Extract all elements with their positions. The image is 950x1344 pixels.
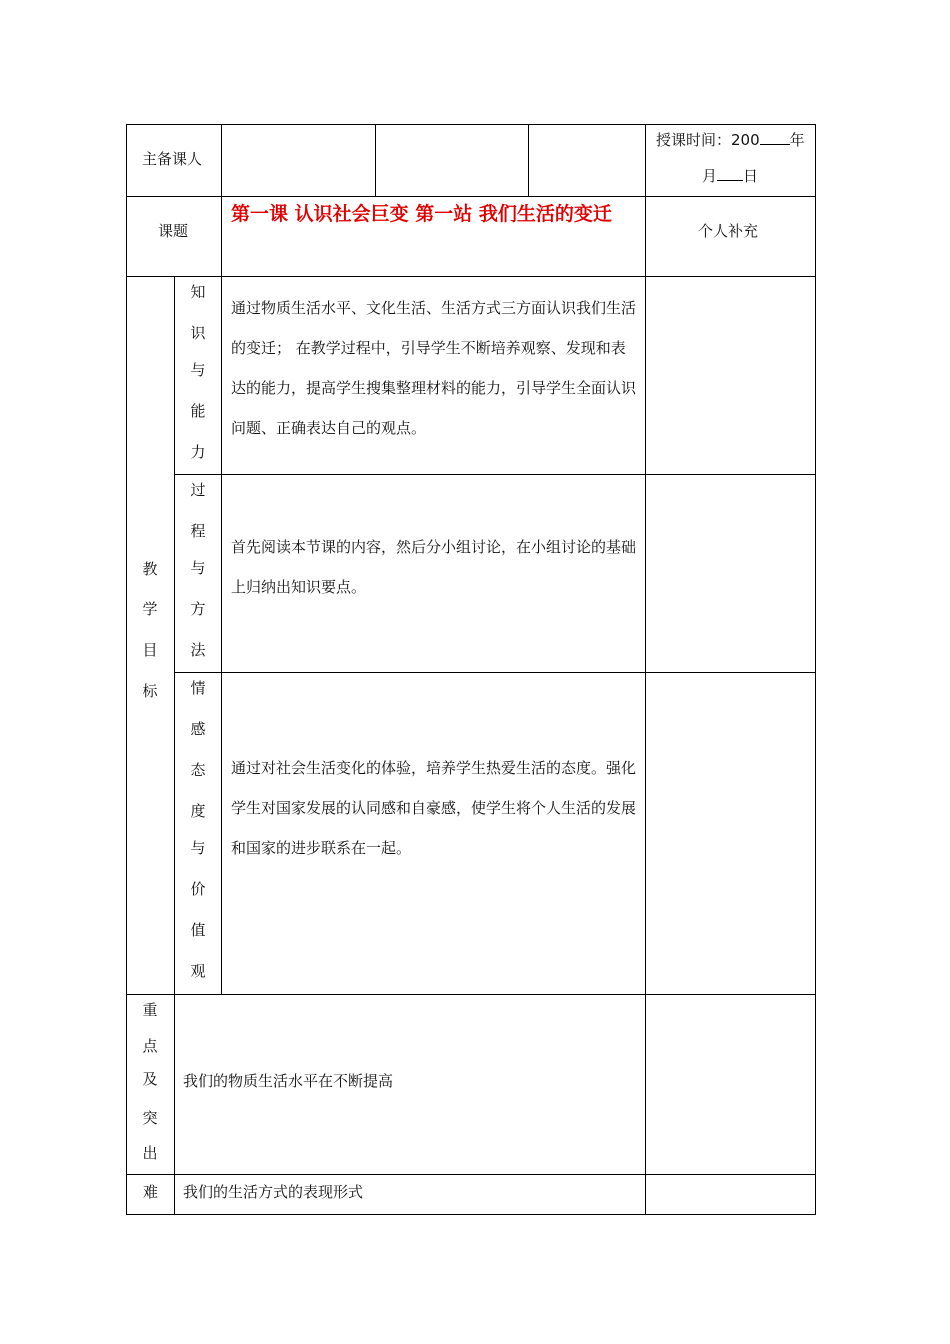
teach-time-line1 xyxy=(656,130,805,150)
day-blank xyxy=(717,166,743,181)
process-label xyxy=(186,479,210,669)
emotion-label-char: 价 xyxy=(190,880,206,898)
knowledge-label-char: 能 xyxy=(190,402,206,420)
process-label-char: 方 xyxy=(190,600,206,618)
key-points-label-char: 重 xyxy=(142,1001,158,1019)
emotion-label-char: 度 xyxy=(190,802,206,820)
knowledge-label-char: 与 xyxy=(190,361,206,379)
table-border xyxy=(126,1174,816,1175)
table-border xyxy=(126,1214,816,1215)
key-points-text: 我们的物质生活水平在不断提高 xyxy=(183,1072,394,1090)
year-blank xyxy=(760,130,790,145)
year-label: 年 xyxy=(789,131,805,149)
emotion-label xyxy=(186,677,210,987)
emotion-label-char: 态 xyxy=(190,761,206,779)
table-border xyxy=(126,276,816,277)
key-points-label-char: 点 xyxy=(142,1037,158,1055)
process-label-char: 程 xyxy=(190,522,206,540)
goals-label xyxy=(138,558,162,718)
table-border xyxy=(645,124,646,1215)
month-label: 月 xyxy=(702,167,718,185)
supplement-label: 个人补充 xyxy=(698,222,759,240)
table-border xyxy=(528,124,529,196)
table-border xyxy=(126,994,816,995)
emotion-label-char: 情 xyxy=(190,679,206,697)
emotion-label-char: 与 xyxy=(190,839,206,857)
knowledge-text: 通过物质生活水平、文化生活、生活方式三方面认识我们生活的变迁； 在教学过程中，引导学生不断培养观察、发现和表达的能力，提高学生搜集整理材料的能力，引导学生全面认识问题、正确表达自己的观点。 xyxy=(231,299,637,437)
table-border xyxy=(815,124,816,1215)
process-label-char: 与 xyxy=(190,559,206,577)
table-border xyxy=(126,124,127,1215)
table-border xyxy=(174,672,816,673)
emotion-text: 通过对社会生活变化的体验，培养学生热爱生活的态度。强化学生对国家发展的认同感和自豪感，使学生将个人生活的发展和国家的进步联系在一起。 xyxy=(231,759,637,857)
table-border xyxy=(126,124,816,125)
lesson-title: 第一课 认识社会巨变 第一站 我们生活的变迁 xyxy=(231,203,612,225)
key-points-label-char: 突 xyxy=(142,1109,158,1127)
teach-time-line2 xyxy=(702,166,758,186)
table-border xyxy=(375,124,376,196)
emotion-label-char: 感 xyxy=(190,720,206,738)
difficulty-text: 我们的生活方式的表现形式 xyxy=(183,1183,364,1201)
process-label-char: 过 xyxy=(190,481,206,499)
knowledge-label-char: 力 xyxy=(190,443,206,461)
table-border xyxy=(174,276,175,1215)
teach-time-prefix: 授课时间：200 xyxy=(656,131,760,149)
topic-label: 课题 xyxy=(158,222,189,240)
table-border xyxy=(174,474,816,475)
knowledge-label-char: 识 xyxy=(190,324,206,342)
emotion-label-char: 观 xyxy=(190,962,206,980)
goals-label-char: 标 xyxy=(142,682,158,700)
goals-label-char: 学 xyxy=(142,600,158,618)
preparer-label: 主备课人 xyxy=(142,150,203,168)
key-points-label xyxy=(138,999,162,1169)
key-points-label-char: 出 xyxy=(142,1144,158,1162)
knowledge-label-char: 知 xyxy=(190,283,206,301)
day-label: 日 xyxy=(743,167,759,185)
process-text: 首先阅读本节课的内容，然后分小组讨论，在小组讨论的基础上归纳出知识要点。 xyxy=(231,538,637,596)
difficulty-label: 难 xyxy=(143,1183,159,1201)
goals-label-char: 目 xyxy=(142,641,158,659)
knowledge-label xyxy=(186,281,210,471)
emotion-label-char: 值 xyxy=(190,921,206,939)
goals-label-char: 教 xyxy=(142,560,158,578)
process-label-char: 法 xyxy=(190,641,206,659)
table-border xyxy=(221,124,222,994)
key-points-label-char: 及 xyxy=(142,1070,158,1088)
